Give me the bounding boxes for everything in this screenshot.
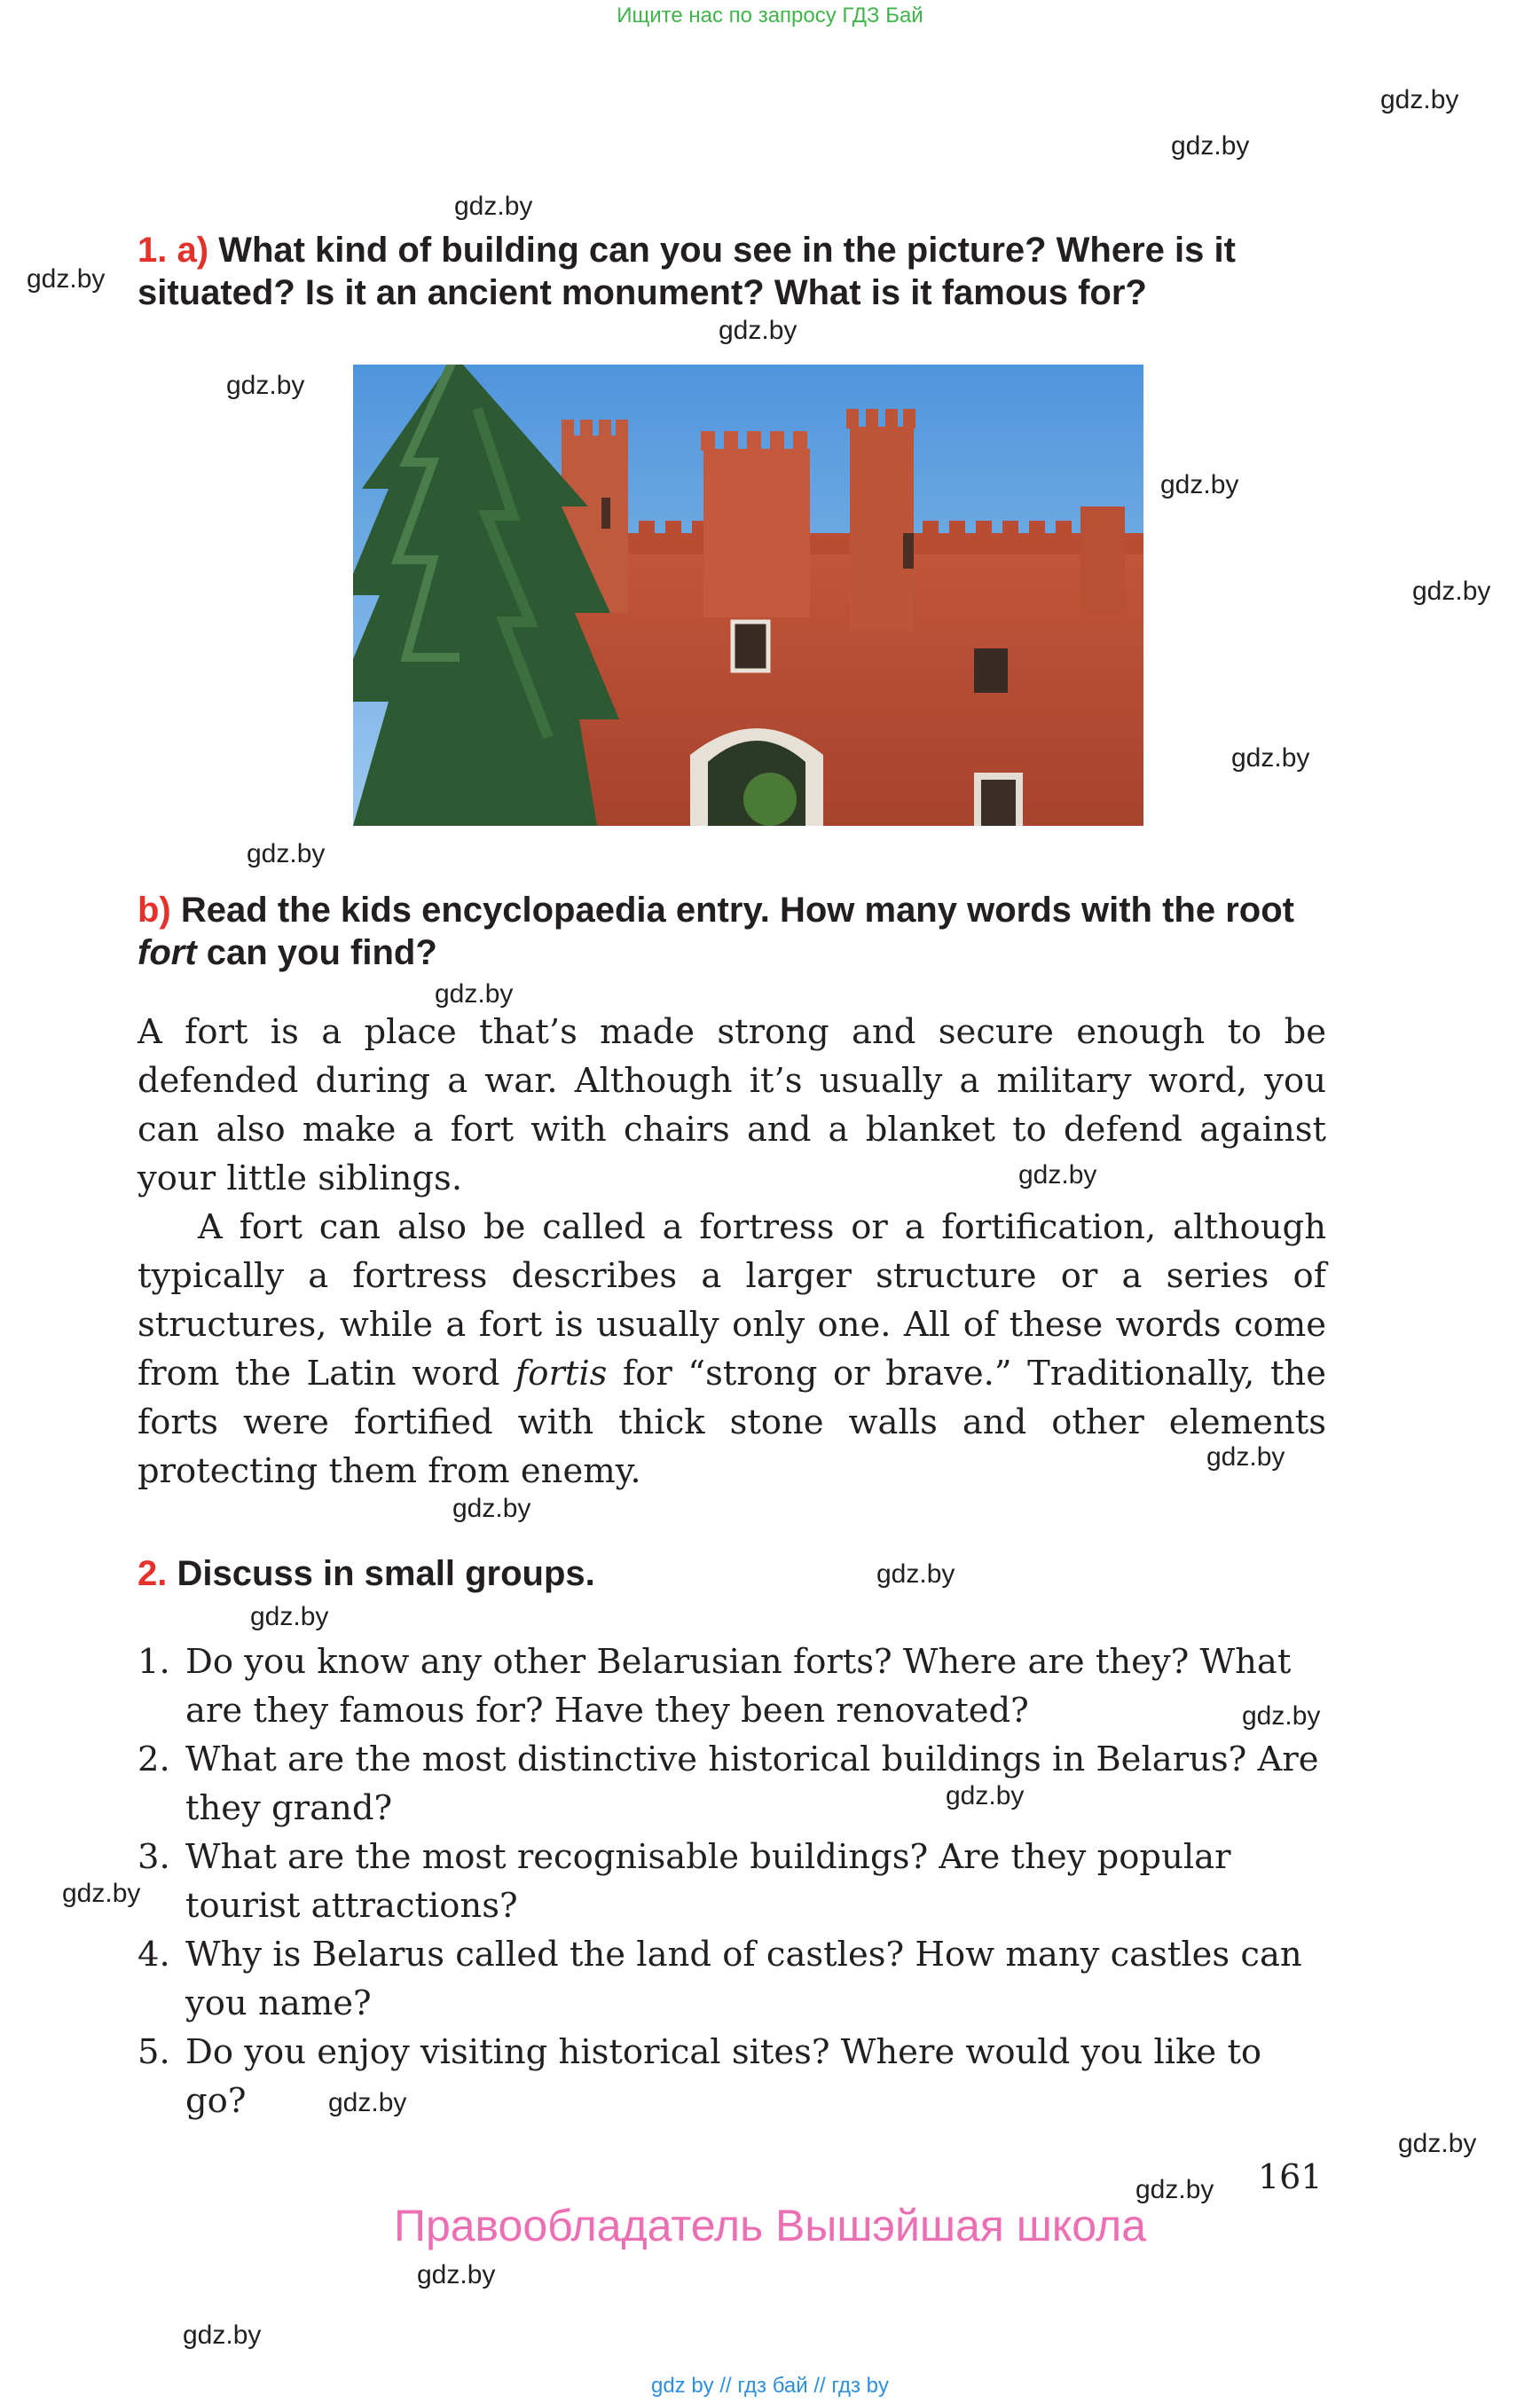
list-item bbox=[138, 1735, 1326, 1833]
watermark: gdz.by bbox=[1018, 1160, 1097, 1190]
entry-paragraph-2 bbox=[138, 1203, 1326, 1496]
watermark: gdz.by bbox=[247, 839, 326, 868]
watermark: gdz.by bbox=[435, 979, 514, 1009]
watermark: gdz.by bbox=[183, 2321, 262, 2350]
watermark: gdz.by bbox=[1135, 2175, 1214, 2204]
list-item-number: 1. bbox=[138, 1642, 170, 1682]
list-item-text: What are the most recognisable buildings? Are they popular tourist attractions? bbox=[185, 1837, 1231, 1926]
watermark: gdz.by bbox=[876, 1559, 955, 1589]
watermark: gdz.by bbox=[1206, 1442, 1285, 1472]
watermark: gdz.by bbox=[226, 371, 305, 400]
watermark: gdz.by bbox=[62, 1879, 141, 1908]
watermark: gdz.by bbox=[946, 1781, 1025, 1810]
list-item-number: 5. bbox=[138, 2032, 170, 2072]
list-item-text: Why is Belarus called the land of castles? How many castles can you name? bbox=[185, 1935, 1302, 2023]
task-letter: a) bbox=[177, 231, 209, 270]
list-item-number: 2. bbox=[138, 1739, 170, 1779]
list-item bbox=[138, 2028, 1326, 2125]
task-1a-heading bbox=[138, 229, 1326, 314]
list-item-number: 3. bbox=[138, 1837, 170, 1877]
task-1b-text-start: Read the kids encyclopaedia entry. How many words with the root bbox=[180, 891, 1294, 930]
entry-paragraph-2-start: A fort can also be called a fortress or a fortification, although typically a fortress describes a larger structure or a series of structures, while a fort is usually only one. All of these words come from the Latin word bbox=[138, 1207, 1326, 1394]
task-number: 2. bbox=[138, 1554, 168, 1593]
watermark: gdz.by bbox=[1380, 85, 1459, 114]
list-item-text: What are the most distinctive historical buildings in Belarus? Are they grand? bbox=[185, 1739, 1319, 1828]
watermark: gdz.by bbox=[1398, 2129, 1477, 2158]
task-1b-text-end: can you find? bbox=[206, 933, 437, 972]
watermark: gdz.by bbox=[452, 1494, 531, 1523]
watermark: gdz.by bbox=[1242, 1701, 1321, 1731]
top-banner: Ищите нас по запросу ГДЗ Бай bbox=[617, 4, 923, 27]
watermark: gdz.by bbox=[328, 2088, 407, 2117]
watermark: gdz.by bbox=[417, 2260, 496, 2289]
list-item-text: Do you know any other Belarusian forts? Where are they? What are they famous for? Have they been renovated? bbox=[185, 1642, 1292, 1731]
watermark: gdz.by bbox=[1412, 577, 1491, 606]
list-item bbox=[138, 1637, 1326, 1735]
task-1b-root-word: fort bbox=[138, 933, 197, 972]
fortress-photo bbox=[353, 365, 1143, 826]
watermark: gdz.by bbox=[250, 1602, 329, 1631]
watermark: gdz.by bbox=[1171, 131, 1250, 161]
footer-links[interactable]: gdz by // гдз бай // гдз by bbox=[650, 2374, 890, 2398]
task-2-title: Discuss in small groups. bbox=[177, 1554, 595, 1593]
rights-holder: Правообладатель Вышэйшая школа bbox=[394, 2201, 1146, 2250]
encyclopaedia-entry bbox=[138, 1008, 1326, 1496]
task-number: 1. bbox=[138, 231, 168, 270]
entry-paragraph-1: A fort is a place that’s made strong and secure enough to be defended during a war. Although it’s usually a military word, you can also make a fort with chairs and a blanket to defend against your little siblings. bbox=[138, 1012, 1326, 1198]
list-item-number: 4. bbox=[138, 1935, 170, 1975]
list-item bbox=[138, 1833, 1326, 1930]
watermark: gdz.by bbox=[1160, 470, 1239, 499]
entry-paragraph-2-end: for “strong or brave.” Traditionally, the forts were fortified with thick stone walls and other elements protecting them from enemy. bbox=[138, 1354, 1326, 1491]
task-1a-text: What kind of building can you see in the picture? Where is it situated? Is it an ancient monument? What is it famous for? bbox=[138, 231, 1236, 312]
entry-latin-word: fortis bbox=[515, 1354, 608, 1394]
list-item-text: Do you enjoy visiting historical sites? Where would you like to go? bbox=[185, 2032, 1262, 2121]
list-item bbox=[138, 1930, 1326, 2028]
watermark: gdz.by bbox=[1231, 743, 1310, 773]
task-letter: b) bbox=[138, 891, 171, 930]
page-number: 161 bbox=[1258, 2157, 1323, 2196]
watermark: gdz.by bbox=[719, 316, 798, 345]
task-1b-heading bbox=[138, 889, 1326, 974]
watermark: gdz.by bbox=[454, 192, 533, 221]
task-2-heading bbox=[138, 1552, 1326, 1595]
watermark: gdz.by bbox=[27, 264, 106, 294]
